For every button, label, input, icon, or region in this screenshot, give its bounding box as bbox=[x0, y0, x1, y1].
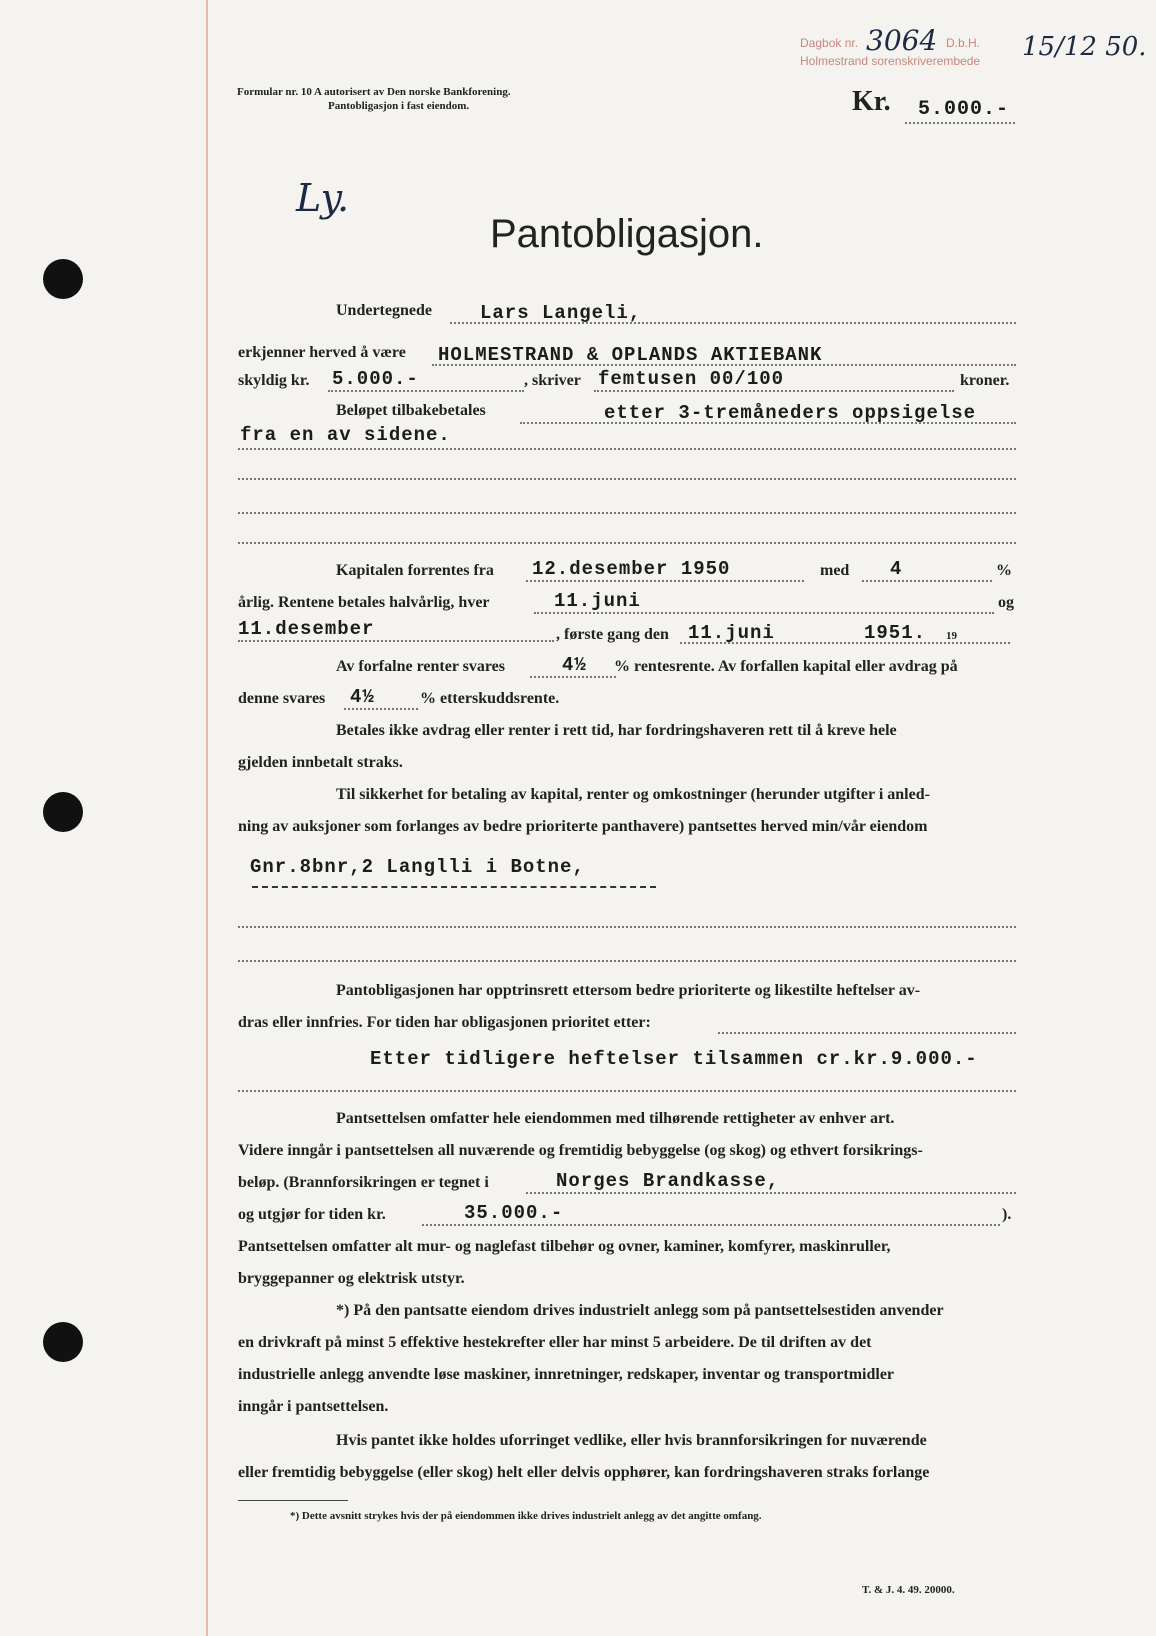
fill-line bbox=[526, 580, 804, 582]
fill-line bbox=[534, 612, 994, 614]
med-label: med bbox=[820, 562, 850, 579]
brann-label: beløp. (Brannforsikringen er tegnet i bbox=[238, 1174, 489, 1191]
registry-number: 3064 bbox=[866, 24, 938, 57]
industri-line-4: inngår i pantsettelsen. bbox=[238, 1398, 389, 1415]
skriver-label: , skriver bbox=[524, 372, 581, 389]
footnote-rule bbox=[238, 1500, 348, 1501]
arrears-interest-rate: 4½ bbox=[350, 686, 375, 708]
fill-line bbox=[238, 448, 1016, 450]
belopet-label: Beløpet tilbakebetales bbox=[336, 402, 486, 419]
initials: Ly. bbox=[296, 176, 350, 220]
fill-line bbox=[432, 364, 1016, 366]
amount-value: 5.000.- bbox=[918, 98, 1010, 121]
fill-line bbox=[238, 542, 1016, 544]
kapitalen-label: Kapitalen forrentes fra bbox=[336, 562, 494, 579]
printer-mark: T. & J. 4. 49. 20000. bbox=[862, 1584, 955, 1596]
fill-line bbox=[718, 1032, 1016, 1034]
repayment-terms-cont: fra en av sidene. bbox=[240, 424, 451, 446]
forste-label: , første gang den bbox=[556, 626, 669, 643]
opptrinsrett-line-2: dras eller innfries. For tiden har obligasjonen prioritet etter: bbox=[238, 1014, 651, 1031]
footnote: *) Dette avsnitt strykes hvis der på eiendommen ikke drives industrielt anlegg av det angitte omfang. bbox=[290, 1510, 762, 1522]
punch-hole bbox=[43, 792, 83, 832]
arlig-label: årlig. Rentene betales halvårlig, hver bbox=[238, 594, 490, 611]
fill-line bbox=[520, 422, 1016, 424]
debtor-name: Lars Langeli, bbox=[480, 302, 642, 324]
fill-line bbox=[238, 960, 1016, 962]
first-payment-year: 1951. bbox=[864, 622, 927, 644]
creditor-name: HOLMESTRAND & OPLANDS AKTIEBANK bbox=[438, 344, 823, 366]
payment-date-2: 11.desember bbox=[238, 618, 375, 640]
margin-rule bbox=[206, 0, 208, 1636]
opptrinsrett-line-1: Pantobligasjonen har opptrinsrett ettersom bedre prioriterte og likestilte heftelser av- bbox=[336, 982, 921, 999]
fill-line bbox=[422, 1224, 1000, 1226]
fill-line bbox=[526, 1192, 1016, 1194]
amount-line bbox=[905, 122, 1015, 124]
punch-hole bbox=[43, 1322, 83, 1362]
fill-line bbox=[238, 640, 554, 642]
betales-line-1: Betales ikke avdrag eller renter i rett tid, har fordringshaveren rett til å kreve hele bbox=[336, 722, 897, 739]
fill-line bbox=[238, 1090, 1016, 1092]
property-description: Gnr.8bnr,2 Langlli i Botne, bbox=[250, 856, 585, 878]
fill-line bbox=[238, 512, 1016, 514]
repayment-terms: etter 3-tremåneders oppsigelse bbox=[604, 402, 977, 424]
fill-line bbox=[450, 322, 1016, 324]
omfatter-line-1: Pantsettelsen omfatter hele eiendommen med tilhørende rettigheter av enhver art. bbox=[336, 1110, 895, 1127]
amount-in-words: femtusen 00/100 bbox=[598, 368, 785, 390]
sikkerhet-line-2: ning av auksjoner som forlanges av bedre prioriterte panthavere) pantsettes herved min/vår eiendom bbox=[238, 818, 928, 835]
strike-line bbox=[252, 886, 656, 888]
tilbehor-line-1: Pantsettelsen omfatter alt mur- og naglefast tilbehør og ovner, kaminer, komfyrer, maskinruller, bbox=[238, 1238, 891, 1255]
forfalne-label: Av forfalne renter svares bbox=[336, 658, 505, 675]
fill-line bbox=[680, 642, 1010, 644]
erkjenner-label: erkjenner herved å være bbox=[238, 344, 406, 361]
payment-date-1: 11.juni bbox=[554, 590, 641, 612]
punch-hole bbox=[43, 259, 83, 299]
fill-line bbox=[530, 676, 616, 678]
tilbehor-line-2: bryggepanner og elektrisk utstyr. bbox=[238, 1270, 465, 1287]
fill-line bbox=[862, 580, 992, 582]
utgjor-end: ). bbox=[1002, 1206, 1012, 1223]
fill-line bbox=[238, 478, 1016, 480]
amount-label: Kr. bbox=[852, 86, 891, 117]
registry-stamp-suffix: D.b.H. bbox=[946, 36, 981, 50]
undertegnede-label: Undertegnede bbox=[336, 302, 432, 319]
registry-stamp-label: Dagbok nr. bbox=[800, 36, 859, 50]
forfalne-suffix: % rentesrente. Av forfallen kapital eller avdrag på bbox=[614, 658, 958, 675]
omfatter-line-2: Videre inngår i pantsettelsen all nuværende og fremtidig bebyggelse (og skog) og ethvert forsikrings- bbox=[238, 1142, 923, 1159]
fill-line bbox=[344, 708, 418, 710]
og-label: og bbox=[998, 594, 1014, 611]
percent-sign: % bbox=[996, 562, 1012, 579]
utgjor-label: og utgjør for tiden kr. bbox=[238, 1206, 386, 1223]
insured-amount: 35.000.- bbox=[464, 1202, 564, 1224]
form-authorization: Formular nr. 10 A autorisert av Den norske Bankforening. bbox=[237, 86, 511, 98]
prior-liens: Etter tidligere heftelser tilsammen cr.kr.9.000.- bbox=[370, 1048, 978, 1070]
denne-label: denne svares bbox=[238, 690, 326, 707]
industri-line-1: *) På den pantsatte eiendom drives industrielt anlegg som på pantsettelsestiden anvender bbox=[336, 1302, 944, 1319]
interest-start-date: 12.desember 1950 bbox=[532, 558, 731, 580]
registry-date: 15/12 50. bbox=[1022, 32, 1147, 62]
first-payment-date: 11.juni bbox=[688, 622, 775, 644]
vedlike-line-1: Hvis pantet ikke holdes uforringet vedlike, eller hvis brannforsikringen for nuværende bbox=[336, 1432, 927, 1449]
interest-rate: 4 bbox=[890, 558, 903, 580]
vedlike-line-2: eller fremtidig bebyggelse (eller skog) helt eller delvis opphører, kan fordringshaveren straks forlange bbox=[238, 1464, 930, 1481]
form-type: Pantobligasjon i fast eiendom. bbox=[328, 100, 470, 112]
industri-line-3: industrielle anlegg anvendte løse maskiner, innretninger, redskaper, inventar og transportmidler bbox=[238, 1366, 895, 1383]
document-title: Pantobligasjon. bbox=[490, 212, 764, 256]
fill-line bbox=[328, 390, 524, 392]
industri-line-2: en drivkraft på minst 5 effektive hestekrefter eller har minst 5 arbeidere. De til driften av det bbox=[238, 1334, 872, 1351]
betales-line-2: gjelden innbetalt straks. bbox=[238, 754, 403, 771]
insurer-name: Norges Brandkasse, bbox=[556, 1170, 780, 1192]
fill-line bbox=[594, 390, 954, 392]
denne-suffix: % etterskuddsrente. bbox=[420, 690, 560, 707]
debt-amount: 5.000.- bbox=[332, 368, 419, 390]
year-prefix: 19 bbox=[946, 630, 957, 642]
fill-line bbox=[238, 926, 1016, 928]
sikkerhet-line-1: Til sikkerhet for betaling av kapital, renter og omkostninger (herunder utgifter i anled- bbox=[336, 786, 930, 803]
skyldig-label: skyldig kr. bbox=[238, 372, 310, 389]
kroner-label: kroner. bbox=[960, 372, 1010, 389]
registry-stamp-office: Holmestrand sorenskriverembede bbox=[800, 54, 981, 68]
late-interest-rate: 4½ bbox=[562, 654, 587, 676]
